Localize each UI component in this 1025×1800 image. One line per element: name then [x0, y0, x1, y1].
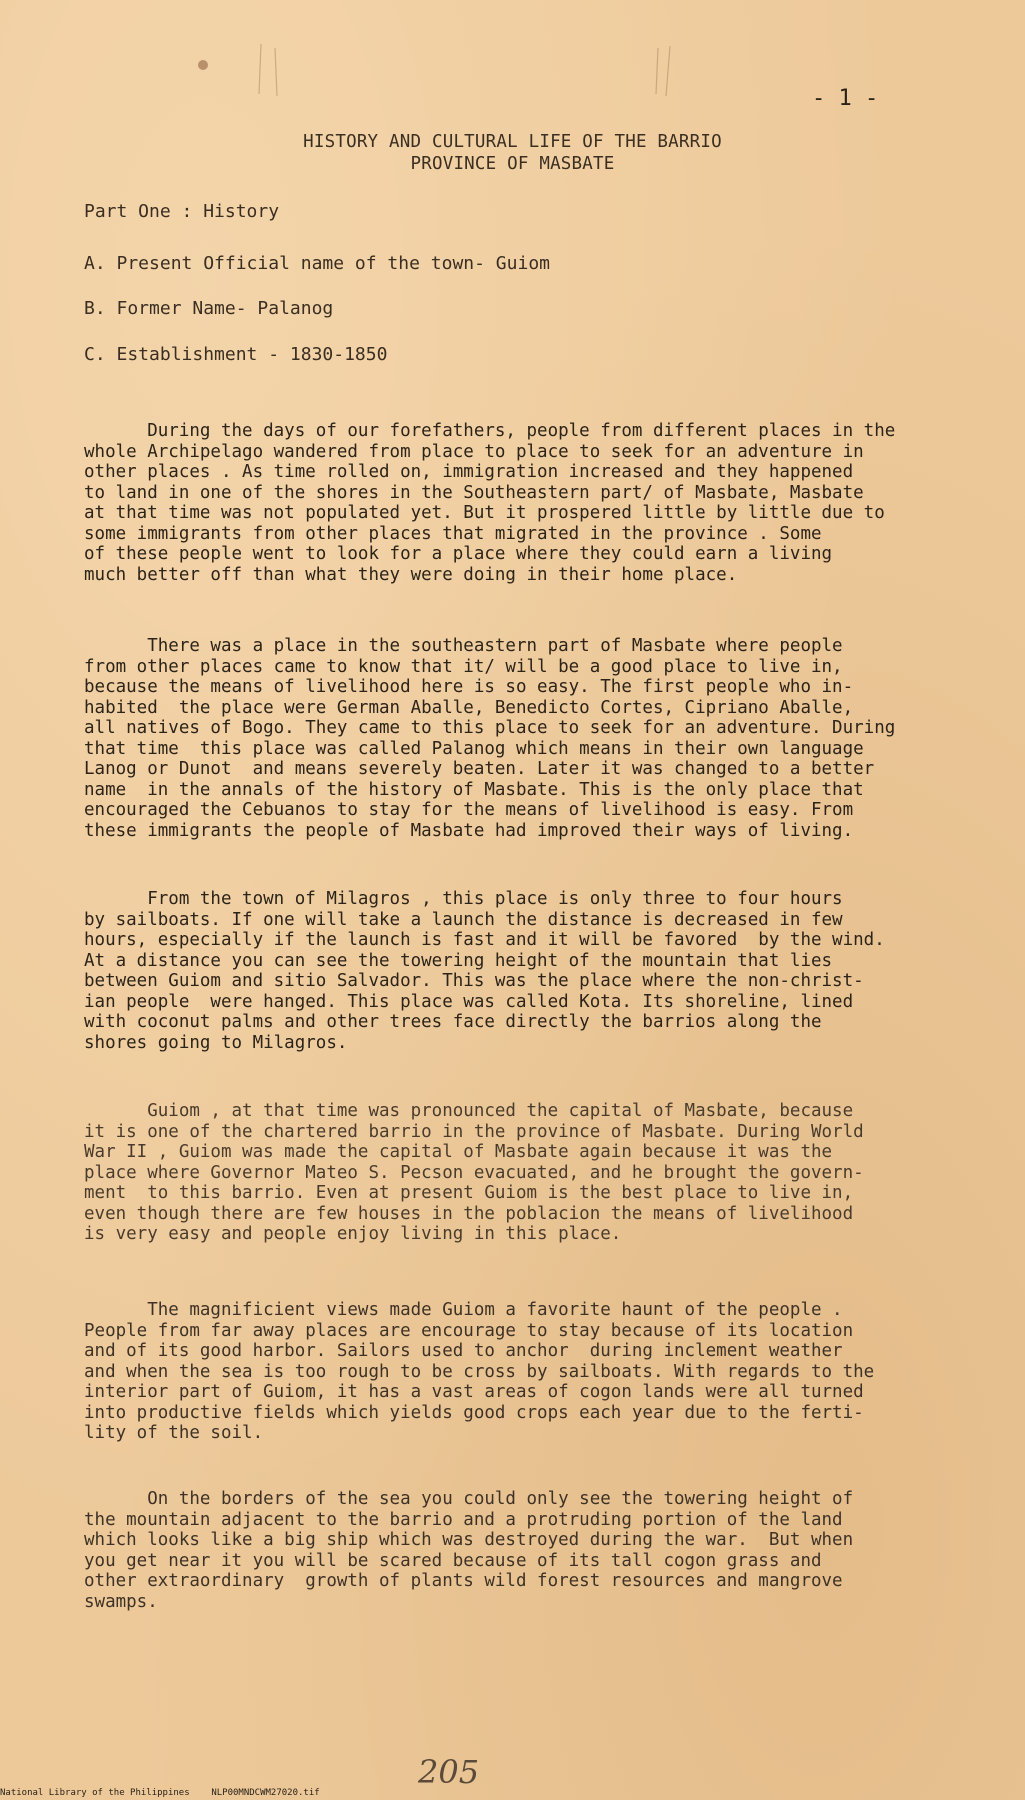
paragraph-first-settlers: There was a place in the southeastern part of Masbate where people from other places came to know that it/ will be a good place to live in, because the means of livelihood here is so easy. The first people who in- habited the place were German Aballe, Benedicto Cortes, Cipriano Aballe, all natives of Bogo. They came to this place to seek for an adventure. During that time this place was called Palanog which means in their own language Lanog or Dunot and means severely beaten. Later it was changed to a better name in the annals of the history of Masbate. This is the only place that encouraged the Cebuanos to stay for the means of livelihood is easy. From these immigrants the people of Masbate had improved their ways of living. [84, 636, 896, 841]
paragraph-capital: Guiom , at that time was pronounced the capital of Masbate, because it is one of the chartered barrio in the province of Masbate. During World War II , Guiom was made the capital of Masbate again because it was the place where Governor Mateo S. Pecson evacuated, and he brought the govern- ment to this barrio. Even at present Guiom is the best place to live in, even though there are few houses in the poblacion the means of livelihood is very easy and people enjoy living in this place. [84, 1101, 864, 1244]
paragraph-forefathers: During the days of our forefathers, people from different places in the whole Archipelago wandered from place to place to seek for an adventure in other places . As time rolled on, immigration increased and they happened to land in one of the shores in the Southeastern part/ of Masbate, Masbate at that time was not populated yet. But it prospered little by little due to some immigrants from other places that migrated in the province . Some of these people went to look for a place where they could earn a living much better off than what they were doing in their home place. [84, 421, 896, 585]
establishment-line: C. Establishment - 1830-1850 [84, 344, 388, 365]
official-name-line: A. Present Official name of the town- Guiom [84, 253, 550, 274]
document-title-line-1: HISTORY AND CULTURAL LIFE OF THE BARRIO [303, 132, 722, 152]
pen-mark-dot [196, 58, 210, 72]
paragraph-views: The magnificient views made Guiom a favorite haunt of the people . People from far away places are encourage to stay because of its location and of its good harbor. Sailors used to anchor during inclement weather and when the sea is too rough to be cross by sailboats. With regards to the interior part of Guiom, it has a vast areas of cogon lands were all turned into productive fields which yields good crops each year due to the ferti- lity of the soil. [84, 1300, 875, 1443]
part-heading: Part One : History [84, 201, 280, 222]
handwritten-page-number: 205 [418, 1753, 480, 1791]
page-number: - 1 - [812, 86, 879, 111]
paragraph-milagros: From the town of Milagros , this place is only three to four hours by sailboats. If one will take a launch the distance is decreased in few hours, especially if the launch is fast and it will be favored by the wind. At a distance you can see the towering height of the mountain that lies between Guiom and sitio Salvador. This was the place where the non-christ- ian people were hanged. This place was called Kota. Its shoreline, lined with coconut palms and other trees face directly the barrios along the shores going to Milagros. [84, 889, 885, 1053]
document-title-line-2: PROVINCE OF MASBATE [410, 154, 615, 174]
pen-mark-strokes-right [650, 42, 680, 102]
archive-footer: National Library of the Philippines NLP00MNDCWM27020.tif [0, 1788, 320, 1798]
paragraph-borders: On the borders of the sea you could only see the towering height of the mountain adjacent to the barrio and a protruding portion of the land which looks like a big ship which was destroyed during the war. But when you get near it you will be scared because of its tall cogon grass and other extraordinary growth of plants wild forest resources and mangrove swamps. [84, 1489, 854, 1612]
former-name-line: B. Former Name- Palanog [84, 298, 334, 319]
pen-mark-strokes-left [255, 40, 285, 100]
